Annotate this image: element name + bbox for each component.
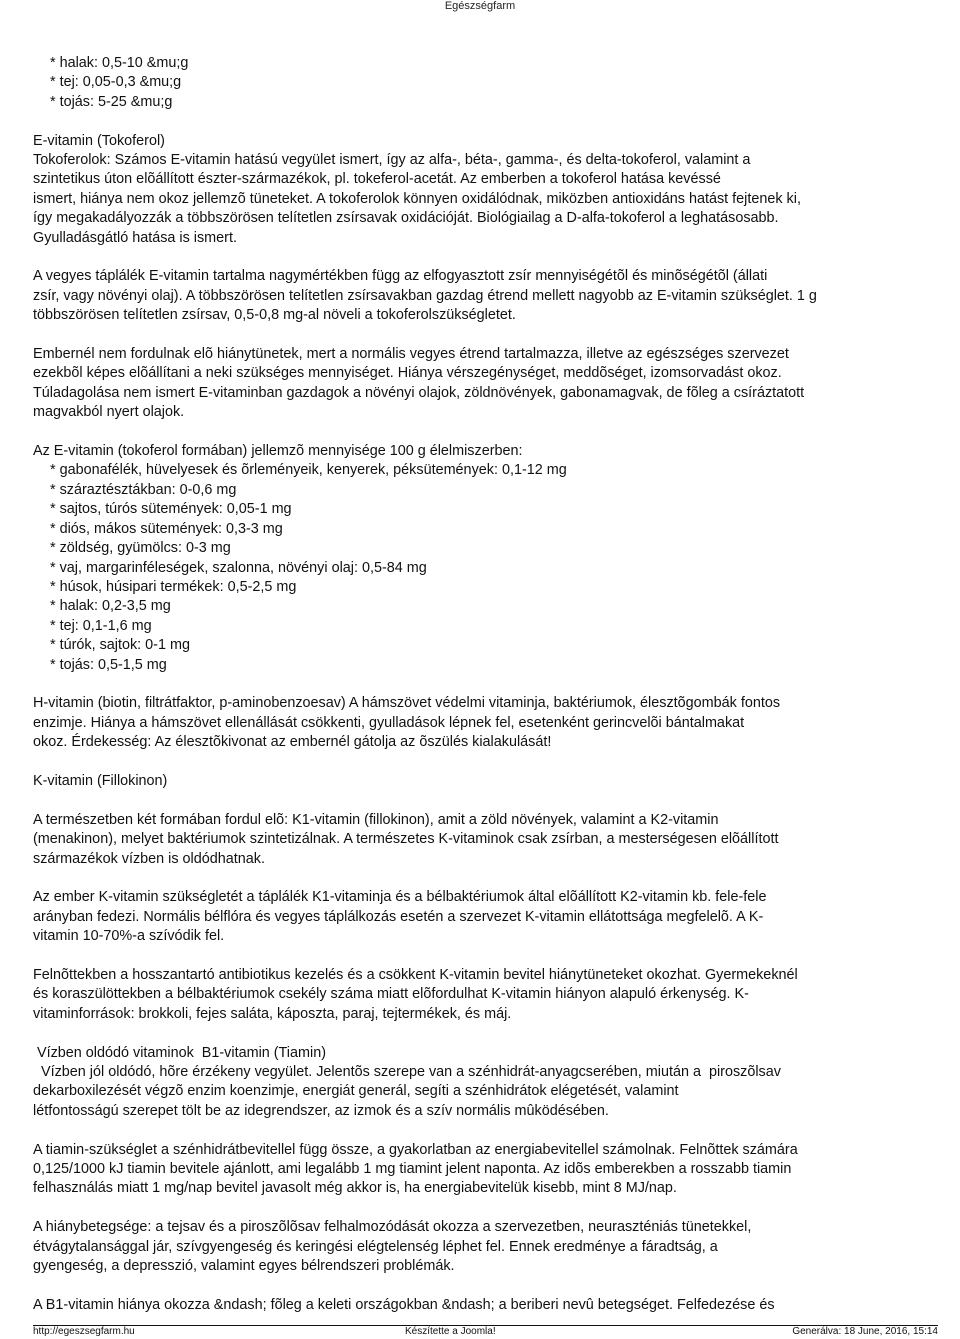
text-line: A természetben két formában fordul elõ: K1-vitamin (fillokinon), amit a zöld növények, valamint a K2-vitamin <box>33 811 719 828</box>
text-line: (menakinon), melyet baktériumok szintetizálnak. A természetes K-vitaminok csak zsírban, a mesterségesen elõállított <box>33 831 779 848</box>
text-line: étvágytalansággal jár, szívgyengeség és keringési elégtelenség léphet fel. Ennek eredménye a fáradtság, a <box>33 1238 718 1255</box>
evit-paragraph-2 <box>33 267 938 325</box>
list-item: * gabonafélék, hüvelyesek és õrleményeik, kenyerek, péksütemények: 0,1-12 mg <box>50 462 567 479</box>
text-line: arányban fedezi. Normális bélflóra és vegyes táplálkozás esetén a szervezet K-vitamin ellátottsága megfelelõ. A K- <box>33 908 764 925</box>
list-item: * sajtos, túrós sütemények: 0,05-1 mg <box>50 501 292 518</box>
text-line: szintetikus úton elõállított észter-származékok, pl. tokeferol-acetát. Az emberben a tokoferol hatása kevéssé <box>33 171 721 188</box>
text-line: származékok vízben is oldódhatnak. <box>33 850 265 867</box>
text-line: vitaminforrások: brokkoli, fejes saláta, káposzta, paraj, tejtermékek, és máj. <box>33 1005 512 1022</box>
evit-section-p1 <box>33 132 938 248</box>
b1-paragraph-1 <box>33 1044 938 1122</box>
text-line: ezekbõl képes elõállítani a neki szükséges mennyiséget. Hiánya vérszegénységet, meddõséget, izomsorvadást okoz. <box>33 365 782 382</box>
list-item: * vaj, margarinféleségek, szalonna, növényi olaj: 0,5-84 mg <box>50 559 427 576</box>
text-line: gyengeség, a depresszió, valamint egyes bélrendszeri problémák. <box>33 1258 455 1274</box>
text-line: Tokoferolok: Számos E-vitamin hatású vegyület ismert, így az alfa-, béta-, gamma-, és delta-tokoferol, valamint a <box>33 152 751 169</box>
site-name: Egészségfarm <box>444 0 516 12</box>
article-body <box>33 54 938 1335</box>
text-line: Gyulladásgátló hatása is ismert. <box>33 229 237 246</box>
text-line: Az ember K-vitamin szükségletét a táplálék K1-vitaminja és a bélbaktériumok által elõállított K2-vitamin kb. fele-fele <box>33 889 767 906</box>
text-line: A B1-vitamin hiánya okozza &ndash; fõleg a keleti országokban &ndash; a beriberi nevû betegséget. Felfedezése és <box>33 1296 775 1313</box>
text-line: Felnõttekben a hosszantartó antibiotikus kezelés és a csökkent K-vitamin bevitel hiánytüneteket okozhat. Gyermekeknél <box>33 966 798 983</box>
page-header <box>0 0 960 13</box>
list-item: * tej: 0,05-0,3 &mu;g <box>50 74 182 91</box>
text-line: A vegyes táplálék E-vitamin tartalma nagymértékben függ az elfogyasztott zsír mennyiségétõl és minõségétõl (állati <box>33 268 768 285</box>
b1-paragraph-2 <box>33 1141 938 1199</box>
list-item: * túrók, sajtok: 0-1 mg <box>50 637 190 654</box>
text-line: ismert, hiánya nem okoz jellemzõ tüneteket. A tokoferolok könnyen oxidálódnak, miközben antioxidáns hatást fejtenek ki, <box>33 190 801 207</box>
text-line: felhasználás miatt 1 mg/nap bevitel javasolt még akkor is, ha energiabevitelük kisebb, mint 8 MJ/nap. <box>33 1180 677 1197</box>
list-item: * halak: 0,5-10 &mu;g <box>50 55 189 71</box>
text-line: és koraszülöttekben a bélbaktériumok csekély száma miatt elõfordulhat K-vitamin hiányon alapuló érkenység. K- <box>33 986 749 1003</box>
list-intro: Az E-vitamin (tokoferol formában) jellemzõ mennyisége 100 g élelmiszerben: <box>33 443 523 460</box>
list-item: * tej: 0,1-1,6 mg <box>50 617 152 634</box>
evit-paragraph-3 <box>33 345 938 423</box>
kvit-paragraph-1 <box>33 811 938 869</box>
section-title: K-vitamin (Fillokinon) <box>33 772 168 789</box>
text-line: A hiánybetegsége: a tejsav és a piroszõlõsav felhalmozódását okozza a szervezetben, neuraszténiás tünetekkel, <box>33 1219 752 1236</box>
list-item: * húsok, húsipari termékek: 0,5-2,5 mg <box>50 578 297 595</box>
section-title: E-vitamin (Tokoferol) <box>33 132 165 149</box>
text-line: Embernél nem fordulnak elõ hiánytünetek, mert a normális vegyes étrend tartalmazza, illetve az egészséges szervezet <box>33 346 789 363</box>
text-line: magvakból nyert olajok. <box>33 404 185 421</box>
list-item: * halak: 0,2-3,5 mg <box>50 598 171 615</box>
kvit-paragraph-3 <box>33 966 938 1024</box>
page-footer <box>33 1325 938 1339</box>
section-title: Vízben oldódó vitaminok B1-vitamin (Tiamin) <box>33 1044 326 1061</box>
footer-url: http://egeszsegfarm.hu <box>33 1326 135 1337</box>
hvit-paragraph <box>33 694 938 752</box>
text-line: dekarboxilezését végzõ enzim koenzimje, energiát generál, segíti a szénhidrátok elégetését, valamint <box>33 1083 679 1100</box>
b1-paragraph-3 <box>33 1218 938 1276</box>
text-line: vitamin 10-70%-a szívódik fel. <box>33 928 225 945</box>
text-line: Vízben jól oldódó, hõre érzékeny vegyület. Jelentõs szerepe van a szénhidrát-anyagcserében, miután a piroszõlsav <box>33 1063 781 1080</box>
evit-food-list <box>33 442 938 675</box>
text-line: okoz. Érdekesség: Az élesztõkivonat az embernél gátolja az õszülés kialakulását! <box>33 734 552 751</box>
text-line: 0,125/1000 kJ tiamin bevitele ajánlott, ami legalább 1 mg tiamint jelent naponta. Az idõs emberekben a rosszabb tiamin <box>33 1160 792 1177</box>
text-line: Túladagolása nem ismert E-vitaminban gazdagok a növényi olajok, zöldnövények, gabonamagvak, de fõleg a csíráztatott <box>33 384 805 401</box>
footer-generated: Generálva: 18 June, 2016, 15:14 <box>792 1326 938 1337</box>
list-item: * tojás: 5-25 &mu;g <box>50 93 173 110</box>
list-item: * száraztésztákban: 0-0,6 mg <box>50 481 237 498</box>
list-item: * diós, mákos sütemények: 0,3-3 mg <box>50 520 283 537</box>
text-line: H-vitamin (biotin, filtrátfaktor, p-aminobenzoesav) A hámszövet védelmi vitaminja, baktériumok, élesztõgombák fontos <box>33 695 781 712</box>
list-item: * tojás: 0,5-1,5 mg <box>50 656 167 673</box>
list-item: * zöldség, gyümölcs: 0-3 mg <box>50 540 231 557</box>
top-list <box>33 54 938 112</box>
kvit-paragraph-2 <box>33 888 938 946</box>
text-line: többszörösen telítetlen zsírsav, 0,5-0,8 mg-al növeli a tokoferolszükségletet. <box>33 307 516 324</box>
kvit-title-block <box>33 772 938 791</box>
text-line: A tiamin-szükséglet a szénhidrátbevitellel függ össze, a gyakorlatban az energiabevitellel számolnak. Felnõttek számára <box>33 1141 798 1158</box>
b1-paragraph-4 <box>33 1296 938 1315</box>
footer-made-with: Készítette a Joomla! <box>405 1326 496 1337</box>
text-line: így megakadályozzák a többszörösen telítetlen zsírsavak oxidációját. Biológiailag a D-alfa-tokoferol a leghatásosabb. <box>33 210 779 227</box>
text-line: létfontosságú szerepet tölt be az idegrendszer, az izmok és a szív normális mûködésében. <box>33 1102 609 1119</box>
text-line: zsír, vagy növényi olaj). A többszörösen telítetlen zsírsavakban gazdag étrend mellett nagyobb az E-vitamin szükséglet. 1 g <box>33 287 817 304</box>
text-line: enzimje. Hiánya a hámszövet ellenállását csökkenti, gyulladások lépnek fel, esetenként gerincvelõi bántalmakat <box>33 714 745 731</box>
